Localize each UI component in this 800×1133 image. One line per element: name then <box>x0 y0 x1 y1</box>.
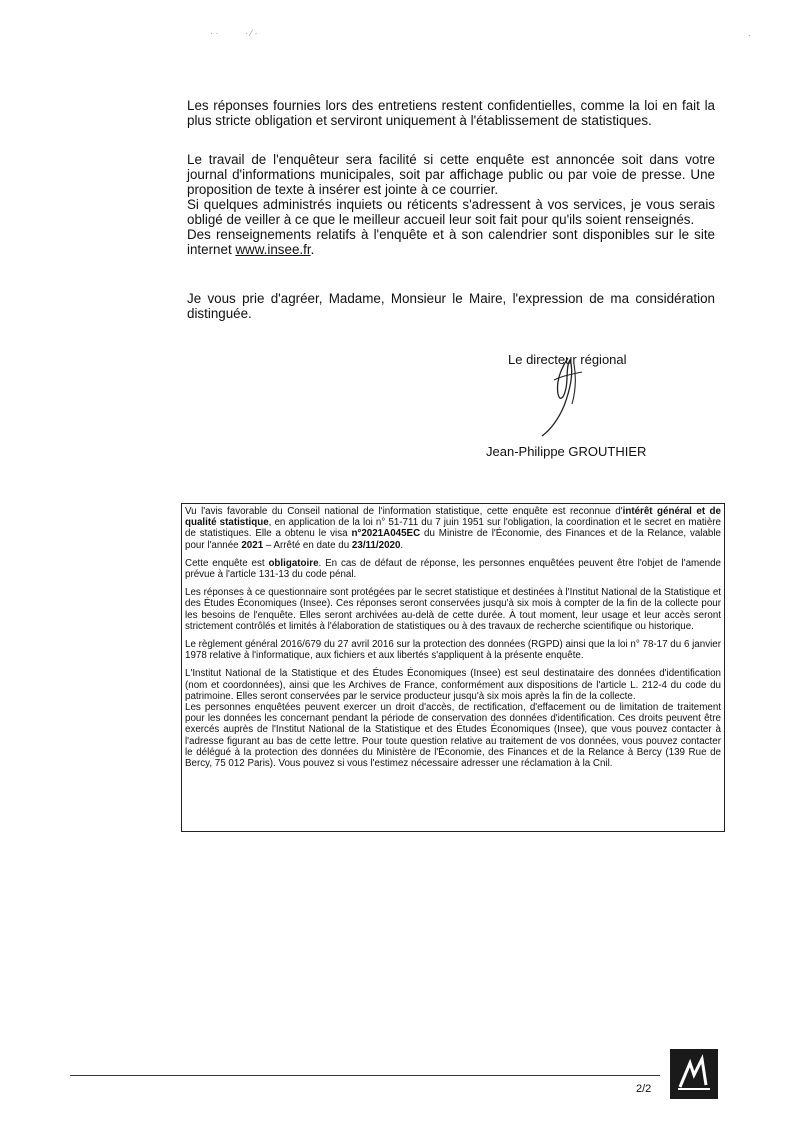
scan-speck: · ⁄ · <box>245 28 258 38</box>
paragraph-administres: Si quelques administrés inquiets ou réticents s'adressent à vos services, je vous serais obligé de veiller à ce que le meilleur accueil leur soit fait pour qu'ils soient renseignés. <box>187 197 715 228</box>
legal-paragraph-secret: Les réponses à ce questionnaire sont protégées par le secret statistique et destinées à l'Institut National de la Statistique et des Études Économiques (Insee). Ces réponses seront conservées jusqu'à six mois à compter de la fin de la collecte pour les besoins de l'enquête. Elles seront archivées au-delà de cette durée. À tout moment, leur usage et leur accès seront strictement contrôlés et limités à l'élaboration de statistiques ou à des travaux de recherche scientifique ou historique. <box>185 587 721 632</box>
renseignements-text: Des renseignements relatifs à l'enquête et à son calendrier sont disponibles sur le site internet <box>187 227 715 258</box>
signatory-title: Le directeur régional <box>508 352 627 367</box>
paragraph-closing: Je vous prie d'agréer, Madame, Monsieur le Maire, l'expression de ma considération distinguée. <box>187 291 715 322</box>
page-number: 2/2 <box>636 1083 652 1095</box>
insee-logo-icon <box>670 1049 718 1099</box>
insee-website-link[interactable]: www.insee.fr <box>235 242 311 258</box>
paragraph-renseignements <box>187 227 715 257</box>
paragraph-confidentiality: Les réponses fournies lors des entretiens restent confidentielles, comme la loi en fait la plus stricte obligation et serviront uniquement à l'établissement de statistiques. <box>187 98 715 129</box>
legal-paragraph-droits: Les personnes enquêtées peuvent exercer un droit d'accès, de rectification, d'effacement ou de limitation de traitement pour les données les concernant pendant la période de conservation des données d'identification. Ces droits peuvent être exercés auprès de l'Institut National de la Statistique et des Études Économiques (Insee), que vous pouvez contacter à l'adresse figurant au bas de cette lettre. Pour toute question relative au traitement de vos données, vous pouvez contacter le délégué à la protection des données du Ministère de l'Économie, des Finances et de la Relance à Bercy (139 Rue de Bercy, 75 012 Paris). Vous pouvez si vous l'estimez nécessaire adresser une réclamation à la Cnil. <box>185 702 721 770</box>
legal-notice-box <box>181 503 725 832</box>
scan-speck: · <box>748 30 751 40</box>
legal-paragraph-obligatoire: Cette enquête est obligatoire. En cas de défaut de réponse, les personnes enquêtées peuvent être l'objet de l'amende prévue à l'article 131-13 du code pénal. <box>185 557 721 581</box>
handwritten-signature-icon <box>530 350 600 440</box>
paragraph-announcement: Le travail de l'enquêteur sera facilité si cette enquête est annoncée soit dans votre journal d'informations municipales, soit par affichage public ou par voie de presse. Une proposition de texte à insérer est jointe à ce courrier. <box>187 152 715 198</box>
legal-paragraph-visa: Vu l'avis favorable du Conseil national de l'information statistique, cette enquête est reconnue d'intérêt général et de qualité statistique, en application de la loi n° 51-711 du 7 juin 1951 sur l'obligation, la coordination et le secret en matière de statistiques. Elle a obtenu le visa n°2021A045EC du Ministre de l'Économie, des Finances et de la Relance, valable pour l'année 2021 – Arrêté en date du 23/11/2020. <box>185 506 721 551</box>
legal-paragraph-rgpd: Le règlement général 2016/679 du 27 avril 2016 sur la protection des données (RGPD) ainsi que la loi n° 78-17 du 6 janvier 1978 relative à l'informatique, aux fichiers et aux libertés s'appliquent à la présente enquête. <box>185 639 721 662</box>
renseignements-end: . <box>310 242 315 258</box>
scan-speck: · · <box>210 28 219 38</box>
legal-paragraph-destinataire: L'Institut National de la Statistique et des Études Économiques (Insee) est seul destinataire des données d'identification (nom et coordonnées), ainsi que les Archives de France, conformément aux dispositions de l'article L. 212-4 du code du patrimoine. Elles seront conservées par le service producteur jusqu'à six mois après la fin de la collecte. <box>185 668 721 702</box>
footer-divider <box>70 1075 660 1076</box>
signatory-name: Jean-Philippe GROUTHIER <box>486 444 647 459</box>
